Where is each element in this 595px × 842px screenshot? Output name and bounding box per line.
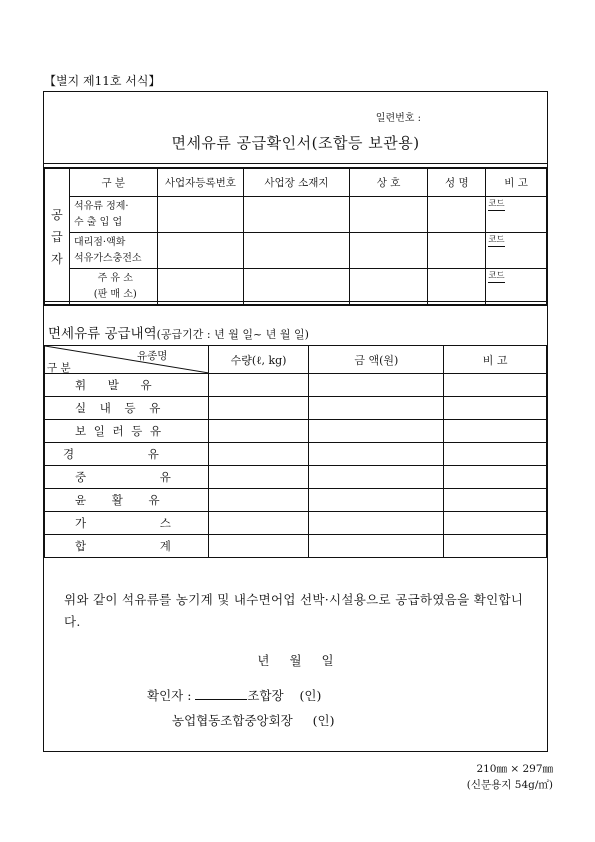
- form-title: 면세유류 공급확인서(조합등 보관용): [171, 134, 420, 152]
- remarks-cell[interactable]: [444, 466, 547, 489]
- paper-spec-note: (신문용지 54g/㎡): [466, 779, 553, 791]
- form-number-label: 【별지 제11호 서식】: [44, 74, 161, 88]
- person-name-cell[interactable]: [428, 197, 486, 233]
- fuel-label: 경 유: [45, 443, 209, 466]
- quantity-cell[interactable]: [208, 374, 309, 397]
- remarks-cell[interactable]: [444, 397, 547, 420]
- corner-category-label: 구 분: [47, 362, 71, 374]
- fuel-label: 휘 발 유: [45, 374, 209, 397]
- code-label: 코드: [488, 199, 505, 209]
- quantity-cell[interactable]: [208, 535, 309, 558]
- remarks-cell[interactable]: [444, 420, 547, 443]
- amount-cell[interactable]: [309, 489, 444, 512]
- category-line: 수 출 입 업: [73, 216, 123, 228]
- quantity-cell[interactable]: [208, 489, 309, 512]
- details-header-row: [45, 346, 547, 374]
- confirmer-role: 조합장: [247, 688, 284, 703]
- side-char: 자: [51, 251, 63, 266]
- business-reg-no-cell[interactable]: [157, 233, 244, 269]
- category-line: 주 유 소: [97, 272, 133, 284]
- category-refinery: [69, 197, 157, 233]
- fuel-row-heavy-oil: [45, 466, 547, 489]
- supplier-row: [45, 233, 547, 269]
- header-person-name: 성 명: [428, 169, 486, 197]
- paper-size-note: 210㎜ × 297㎜: [476, 763, 553, 775]
- code-label: 코드: [488, 235, 505, 245]
- header-remarks: 비 고: [444, 346, 547, 374]
- fuel-row-diesel: [45, 443, 547, 466]
- supplier-header-row: [45, 169, 547, 197]
- header-remarks: 비 고: [486, 169, 547, 197]
- header-address: 사업장 소재지: [244, 169, 350, 197]
- remarks-cell[interactable]: [444, 535, 547, 558]
- remarks-cell[interactable]: [444, 489, 547, 512]
- person-name-cell[interactable]: [428, 269, 486, 305]
- amount-cell[interactable]: [309, 535, 444, 558]
- fuel-label: 실 내 등 유: [45, 397, 209, 420]
- quantity-cell[interactable]: [208, 512, 309, 535]
- fuel-label: 보 일 러 등 유: [45, 420, 209, 443]
- supplier-table: [44, 168, 547, 305]
- header-business-reg-no: 사업자등록번호: [157, 169, 244, 197]
- supplier-row: [45, 197, 547, 233]
- quantity-cell[interactable]: [208, 420, 309, 443]
- side-char: 공: [51, 207, 63, 222]
- address-cell[interactable]: [244, 197, 350, 233]
- fuel-row-lubricant: [45, 489, 547, 512]
- fuel-row-boiler-kerosene: [45, 420, 547, 443]
- organization-name: 농업협동조합중앙회장: [172, 713, 293, 728]
- quantity-cell[interactable]: [208, 397, 309, 420]
- supplier-row: [45, 269, 547, 305]
- header-quantity: 수량(ℓ, kg): [208, 346, 309, 374]
- remarks-cell[interactable]: [444, 374, 547, 397]
- side-char: 급: [51, 229, 63, 244]
- category-line: 석유가스충전소: [73, 252, 142, 264]
- fuel-row-kerosene: [45, 397, 547, 420]
- organization-line: [172, 711, 334, 729]
- supply-details-table: [44, 345, 547, 558]
- fuel-label: 가 스: [45, 512, 209, 535]
- amount-cell[interactable]: [309, 443, 444, 466]
- quantity-cell[interactable]: [208, 466, 309, 489]
- address-cell[interactable]: [244, 269, 350, 305]
- date-line: 년 월 일: [257, 653, 334, 668]
- remarks-cell[interactable]: [486, 269, 547, 305]
- fuel-label: 중 유: [45, 466, 209, 489]
- category-line: (판 매 소): [93, 288, 137, 300]
- supply-period: (공급기간 : 년 월 일~ 년 월 일): [156, 328, 309, 341]
- confirmer-line: [147, 686, 321, 704]
- confirmer-label: 확인자 :: [147, 688, 192, 703]
- amount-cell[interactable]: [309, 466, 444, 489]
- person-name-cell[interactable]: [428, 233, 486, 269]
- confirmer-seal: (인): [299, 688, 322, 703]
- form-header: [44, 92, 547, 163]
- serial-number-label: 일련번호 :: [375, 113, 421, 124]
- business-reg-no-cell[interactable]: [157, 197, 244, 233]
- header-category: 구 분: [69, 169, 157, 197]
- remarks-cell[interactable]: [444, 512, 547, 535]
- fuel-type-corner-cell: [45, 346, 209, 374]
- business-reg-no-cell[interactable]: [157, 269, 244, 305]
- address-cell[interactable]: [244, 233, 350, 269]
- total-label: 합 계: [45, 535, 209, 558]
- confirmer-name-blank[interactable]: [195, 687, 247, 700]
- organization-seal: (인): [312, 713, 335, 728]
- fuel-row-total: [45, 535, 547, 558]
- code-label: 코드: [488, 271, 505, 281]
- remarks-cell[interactable]: [486, 233, 547, 269]
- header-company-name: 상 호: [349, 169, 428, 197]
- company-name-cell[interactable]: [349, 233, 428, 269]
- category-line: 대리점·액화: [73, 236, 126, 248]
- confirmation-statement: 위와 같이 석유류를 농기계 및 내수면어업 선박·시설용으로 공급하였음을 확인합니다.: [64, 592, 524, 629]
- remarks-cell[interactable]: [444, 443, 547, 466]
- supply-details-title: [48, 322, 309, 342]
- company-name-cell[interactable]: [349, 197, 428, 233]
- fuel-row-gas: [45, 512, 547, 535]
- fuel-row-gasoline: [45, 374, 547, 397]
- fuel-label: 윤 활 유: [45, 489, 209, 512]
- header-amount: 금 액(원): [309, 346, 444, 374]
- category-dealer: [69, 233, 157, 269]
- quantity-cell[interactable]: [208, 443, 309, 466]
- category-gas-station: [69, 269, 157, 305]
- amount-cell[interactable]: [309, 512, 444, 535]
- company-name-cell[interactable]: [349, 269, 428, 305]
- remarks-cell[interactable]: [486, 197, 547, 233]
- amount-cell[interactable]: [309, 420, 444, 443]
- section-divider: [44, 301, 547, 306]
- supply-details-title-main: 면세유류 공급내역: [48, 326, 157, 342]
- amount-cell[interactable]: [309, 397, 444, 420]
- amount-cell[interactable]: [309, 374, 444, 397]
- form-frame: [43, 91, 548, 752]
- supplier-side-label: [45, 169, 70, 305]
- category-line: 석유류 정제·: [73, 200, 129, 212]
- corner-fuel-type-label: 유종명: [137, 350, 168, 362]
